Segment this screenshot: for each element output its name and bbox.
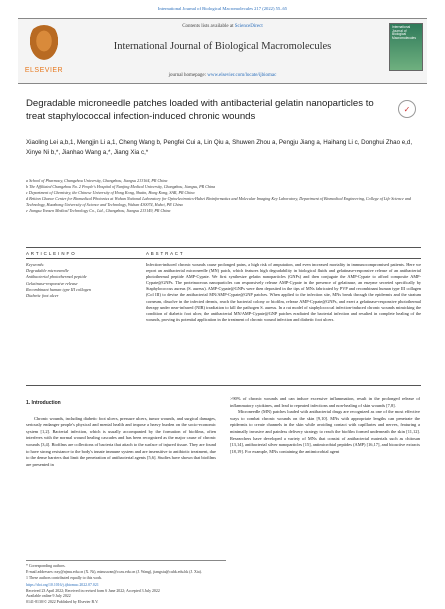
homepage-prefix: journal homepage: (168, 73, 208, 78)
check-for-updates-icon[interactable]: ✓ (398, 100, 416, 118)
keywords-block (26, 262, 136, 299)
equal-contribution-note: 1 These authors contributed equally to this work. (26, 575, 103, 580)
journal-title: International Journal of Biological Macromolecules (113, 41, 332, 52)
email-note: E-mail addresses: nxy@njmu.edu.cn (X. Ni), minuswan@cczu.edu.cn (J. Wang), jiangxia@cuhk.edu.hk (J. Xia). (26, 569, 202, 574)
article-title: Degradable microneedle patches loaded with antibacterial gelatin nanoparticles to treat staphylococcal infection-induced chronic wounds (26, 98, 374, 122)
received-dates: Received 23 April 2022; Received in revised form 6 June 2022; Accepted 3 July 2022 (26, 588, 160, 593)
keyword: Gelatinase-responsive release (26, 280, 78, 286)
doi-link[interactable]: https://doi.org/10.1016/j.ijbiomac.2022.07.021 (26, 583, 99, 587)
corresponding-note: * Corresponding authors. (26, 564, 66, 568)
copyright: 0141-8130/© 2022 Published by Elsevier B.V. (26, 599, 99, 604)
article-info-label: A R T I C L E I N F O (26, 251, 76, 256)
affiliation-c: c Department of Chemistry, the Chinese University of Hong Kong, Shatin, Hong Kong, SAR, PR China (26, 189, 195, 195)
paragraph: Chronic wounds, including diabetic foot ulcers, pressure ulcers, tumor wounds, and surgical damages, seriously endanger people's physical and mental health and impose a heavy burden on the socio-economic system [1,2]. Bacterial infection, which is usually accompanied by the formation of biofilms, often interferes with the normal wound healing cascades and has been recognized as the major cause of chronic wounds [3,4]. Biofilms are collections of bacteria that attach to the surface of injured tissue. They are found to have strong resistance to the body's innate immune system and are insensitive to antibiotic treatment, due to the dense barriers that limit the penetration of antibacterial agents [5,6]. Studies have shown that biofilms are presented in (26, 415, 216, 467)
keywords-label: Keywords: (26, 262, 45, 267)
cover-title: International Journal of Biological Macromolecules (392, 25, 417, 40)
body-column-right (230, 396, 420, 455)
affiliation-d: d Britton Chance Center for Biomedical Photonics at Wuhan National Laboratory for Optoelectronics-Hubei Bioinformatics and Molecular Imaging Key Laboratory, Department of Biomedical Engineering, College of Life Science and Technology, Huazhong University of Science and Technology, Wuhan 430074, Hubei, PR China (26, 195, 411, 207)
running-header: International Journal of Biological Macromolecules 217 (2022) 55–65 (157, 6, 288, 11)
body-column-left (26, 396, 216, 468)
keyword: Degradable microneedle (26, 268, 69, 274)
homepage-line (18, 73, 427, 78)
affiliation-a: a School of Pharmacy, Changzhou University, Changzhou, Jiangsu 213164, PR China (26, 178, 168, 183)
sciencedirect-link[interactable]: ScienceDirect (234, 24, 263, 29)
divider (26, 258, 421, 259)
contents-line (18, 24, 427, 29)
doi-block (26, 583, 326, 606)
divider (26, 385, 421, 386)
author-list: Xiaoling Lei a,b,1, Mengjin Li a,1, Cheng Wang b, Pengfei Cui a, Lin Qiu a, Shuwen Zhou a, Pengju Jiang a, Haihang Li c, Donghui Zhao e,d, Xinye Ni b,*, Jianhao Wang a,*, Jiang Xia c,* (26, 139, 413, 156)
affiliations (26, 178, 426, 214)
journal-cover-image (389, 23, 423, 71)
affiliation-e: e Jiangsu Yonsen Medical Technology Co., Ltd., Changzhou, Jiangsu 213149, PR China (26, 207, 171, 213)
paragraph: Microneedle (MN) patches loaded with antibacterial drugs are recognized as one of the most effective ways to combat chronic wounds on the skin [9,10]. MNs with appropriate lengths can penetrate the epidermis to create channels in the skin while avoiding contact with capillaries and nerves, featuring a minimally invasive and painless delivery strategy to reach the biofilm formed underneath the skin [11,12]. Researchers have developed a variety of MNs that consist of antibacterial materials such as chitosan [13,14], antibacterial silver nanoparticles [15], antimicrobial peptides (AMP) [16,17], and bioactive extracts [18,19]. For example, MNs containing the antimicrobial agent (230, 409, 420, 454)
journal-masthead (18, 18, 427, 84)
section-heading: 1. Introduction (26, 400, 61, 406)
contents-prefix: Contents lists available at (182, 24, 235, 29)
keyword: Antibacterial photothermal peptide (26, 274, 87, 280)
abstract-text: Infection-induced chronic wounds cause prolonged pains, a high risk of amputation, and even increased mortality in immunocompromised patients. Here we report an antibacterial microneedle (MN) patch, which features high degradability in biological fluids and gelatinase-responsive release of an antibacterial photothermal peptide AMP-Cypate. We first synthesize gelatin nanoparticles (GNPs) and then conjugate the AMP-Cypate to afford composite AMP-Cypate@GNPs. The proteinaceous nanoparticles can responsively release AMP-Cypate in the presence of gelatinase, an enzyme secreted specifically by Staphylococcus aureus (S. aureus). AMP-Cypate@GNPs were then deposited in the tips of MNs fabricated by PVP and recombinant human type III collagen (Col III) to devise the antibacterial MN/AMP-Cypate@GNP patches. When applied to the infection site, MNs break through the epidermis and the stratum corneum, dissolve in the infected dermis, reach the bacterial colony or biofilm, release AMP-Cypate@GNPs, and exert a gelatinase-responsive photothermal therapy under near-infrared (NIR) irradiation to kill the pathogen S. aureus. In a rat model of staphylococcal infection-induced chronic wounds mimicking the condition of diabetic foot ulcer, the antibacterial MN/AMP-Cypate@GNP patches eradiated the bacterial infection and resulted in complete healing of the wounds, proving its potential application in the treatment of chronic wound infection and diabetic foot ulcers. (146, 262, 421, 322)
available-online: Available online 9 July 2022 (26, 594, 71, 599)
divider (26, 247, 421, 248)
publisher-name: ELSEVIER (24, 67, 64, 74)
paragraph: >90% of chronic wounds and can induce excessive inflammation, result in the prolonged release of inflammatory cytokines, and lead to repeated infections and non-healing of skin wounds [7,8]. (230, 396, 420, 408)
affiliation-b: b The Affiliated Changzhou No. 2 People's Hospital of Nanjing Medical University, Changzhou, Jiangsu, PR China (26, 183, 216, 189)
keyword: Diabetic foot ulcer (26, 293, 59, 299)
journal-homepage-link[interactable]: www.elsevier.com/locate/ijbiomac (207, 73, 277, 78)
keyword: Recombinant human type III collagen (26, 286, 91, 292)
footnotes (26, 560, 226, 582)
abstract-label: A B S T R A C T (146, 251, 183, 256)
